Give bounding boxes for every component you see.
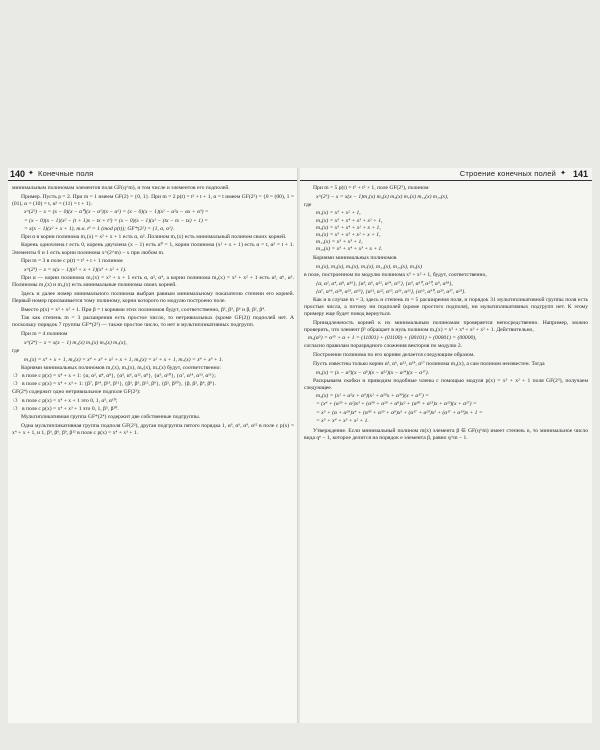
diamond-icon: ✦ (560, 170, 566, 177)
example-paragraph: Пример. Пусть p = 2. При m = 1 имеем GF(2) = {0, 1}. При m = 2 p(t) = t² + t + 1, α = t имеем GF(2²) = {0 = (00), 1 = (01), α = (10) = t, α² = (11) = t + 1}. (12, 193, 294, 207)
polynomial-line: m₇(x) = x⁵ + x³ + x² + x + 1, (316, 231, 381, 238)
equation: = (x − 0)(x − 1)(x² − (t + 1)x − tx + t³) = (x − 0)(x − 1)(x² − (tx − tx − tx) + 1) = (24, 217, 209, 224)
polynomial-line: m₅(x) = x⁵ + x⁴ + x² + x + 1, (316, 224, 381, 231)
text-line: При α — корни полинома m₁(x) = x³ + x + 1 есть α, α², α⁴, а корни полинома m₃(x) = x³ + x² + 1 есть α³, α⁶, α⁵. Полиномы m₁(x) и m₃(x) есть минимальные полиномы своих корней. (12, 275, 294, 289)
text-line: GF(2⁴) содержит одно нетривиальное подполе GF(2²): (12, 389, 141, 396)
statement-paragraph: Утверждение. Если минимальный полином m(x) элемента β ∈ GF(q^m) имеет степень n, то минимальное число вида qⁿ − 1, которое делится на порядок e элемента β, равно q^m − 1. (304, 427, 588, 441)
polynomial-line: m₁₁(x) = x⁵ + x³ + 1, (316, 238, 363, 245)
left-page-number: 140 (10, 169, 26, 179)
list-item: ❍ в поле с p(x) = x⁴ + x + 1 это 0, 1, α⁵, α¹⁰; (22, 398, 294, 405)
text-line: Построение полинома по его корням делается следующим образом. (313, 352, 475, 359)
equation: m₁(x) = x⁴ + x + 1, m₃(x) = x⁴ + x³ + x² + x + 1, m₅(x) = x² + x + 1, m₇(x) = x⁴ + x³ + 1. (24, 356, 224, 363)
text-line: Вместо p(x) = x³ + x² + 1. При β = t корнями этих полиномов будут, соответственно, β³, β⁵, β⁶ и β, β², β⁴. (21, 306, 266, 313)
equation: m₃(x) = (x − α³)(x − α⁶)(x − α¹²)(x − α²⁴)(x − α¹⁷). (316, 369, 429, 376)
equation: x^(2⁵) − x = x(x − 1)m₁(x) m₃(x) m₅(x) m₇(x) m₁₁(x) m₁₅(x), (316, 193, 449, 200)
text-line: Мультипликативная группа GF*(2⁴) содержит две собственные подгруппы. (21, 414, 201, 421)
text-line: Принадлежность корней к их минимальным полиномам проверяется непосредственно. Например, можно проверить, что элемент β⁵ обращает в нуль полином m₃(x) = x⁵ + x⁴ + x³ + x² + 1. Действительно, (304, 319, 588, 333)
list-item: ❍ в поле с p(x) = x⁴ + x + 1: {α, α², α⁴, α⁸}, {α³, α⁶, α¹², α⁹}, {α⁵, α¹⁰}, {α⁷, α¹⁴, α¹³, α¹¹}; (22, 373, 294, 380)
polynomial-line: m₁₅(x) = x⁵ + x⁴ + x³ + x + 1. (316, 245, 383, 252)
equation: = (x⁴ + (α²⁹ + α²)x³ + (α³⁹ + α²⁹ + α⁹)x² + (α³⁹ + α¹³)x + α¹³)(x + α¹⁷) = (316, 401, 477, 408)
polynomial-line: m₁(x) = x⁵ + x² + 1, (316, 210, 361, 217)
text-line: Здесь и далее номер минимального полинома выбран равным минимальному показателю степени его корней. Первый номер присваивается тому полиному, корни которого по модулю построено поле. (12, 290, 294, 304)
equation: {α, α², α⁴, α⁸, α¹⁶}, {α³, α⁶, α¹², α²⁴, α¹⁷}, {α⁵, α¹⁰, α²⁰, α⁹, α¹⁸}, (316, 280, 453, 287)
text-line: Пусть известны только корни α³, α⁶, α¹², α²⁴, α¹⁷ полинома m₃(x), а сам полином неизвестен. Тогда (313, 360, 545, 367)
list-item: ❍ в поле с p(x) = x⁴ + x³ + 1: {β⁷, β¹⁴, β¹³, β¹¹}, {β³, β⁶, β¹², β⁹}, {β⁵, β¹⁰}, {β, β², β⁴, β⁸}. (22, 381, 294, 388)
equation: x^(2²) − x = (x − 0)(x − α⁰)(x − α¹)(x − α²) = (x − 0)(x − 1)(x² − α²x − αx + α³) = (24, 209, 209, 216)
equation: {α⁷, α¹⁴, α²⁸, α²⁵, α¹⁹}, {α¹¹, α²², α¹³, α²⁶, α²¹}, {α¹⁵, α³⁰, α²⁹, α²⁷, α²³}. (316, 288, 466, 295)
left-page-body (12, 185, 294, 439)
text-line: в поле, построенном по модулю полинома x⁵ + x² + 1, будут, соответственно, (304, 271, 487, 278)
text-line: Одна мультипликативная группа подполя GF(2²), другая подгруппа пятого порядка 1, α³, α⁶, α⁹, α¹² в поле с p(x) = x⁴ + x + 1, и 1, β³, β⁶, β⁹, β¹² в поле с p(x) = x⁴ + x³ + 1. (12, 423, 294, 437)
polynomial-line: m₃(x) = x⁵ + x⁴ + x³ + x² + 1, (316, 217, 383, 224)
equation: m₃(x) = (x² + α²x + α⁹)(x² + α²⁹x + α³⁹)(x + α¹⁷) = (316, 393, 429, 400)
text-line: Как и в случае m = 3, здесь и степень m = 5 расширения поля, и порядок 31 мультипликативной группы поля есть простые числа, а потому ни подполей (кроме простого подполя), ни мультипликативных подгрупп нет. К этому примеру еще будет повод вернуться. (304, 296, 588, 317)
text-line: где (12, 347, 20, 354)
text-line: Корнями минимальных полиномов (313, 255, 397, 262)
text-line: Корень одночлена t есть 0, корень двучлена (x − 1) есть α⁰ = 1, корни полинома (x² + x + 1) есть α = t, α² = t + 1. Элементы 0 и 1 есть корни полинома x^(2^m) − x при любом m. (12, 242, 294, 256)
right-running-header (300, 168, 592, 181)
list-item: ❍ в поле с p(x) = x⁴ + x³ + 1 это 0, 1, β⁵, β¹⁰. (22, 406, 294, 413)
text-line: где (304, 201, 312, 208)
equation: m₃(α⁵) = α¹⁵ + α + 1 = (11001) + (01100) + (00101) + (00001) = (00000), (308, 335, 477, 342)
text-line: При α в корни полинома m₁(x) = x² + x + 1 есть α, α². Полином m₁(x) есть минимальный полином своих корней. (21, 233, 287, 240)
equation: x^(2³) − x = x(x − 1)(x³ + x + 1)(x³ + x² + 1). (24, 266, 127, 273)
text-line: При m = 4 полином (21, 331, 68, 338)
text-line: Раскрываем скобки и приводим подобные члены с помощью модуля p(x) = x⁵ + x² + 1 поля GF(2⁵), получаем следующее. (304, 377, 588, 391)
left-running-header (8, 168, 298, 181)
text-line: Корнями минимальных полиномов m₁(x), m₃(x), m₅(x), m₇(x) будут, соответственно: (21, 364, 221, 371)
equation: m₁(x), m₃(x), m₅(x), m₇(x), m₁₁(x), m₁₅(x), m₃(x) (316, 263, 423, 270)
left-page (8, 168, 298, 723)
equation: = x⁵ + (α + α²⁹)x⁴ + (α³⁹ + α²⁹ + α⁹)x³ + (α¹⁷ + α²³)x² + (α¹⁷ + α¹³)x + 1 = (316, 409, 483, 416)
right-page-body (304, 185, 588, 444)
equation: = x(x − 1)(x² + x + 1), т.к. t³ = 1 (mod p(t)); GF*(2²) = {1, α, α²}. (24, 225, 175, 232)
text-line: При m = 5 p(t) = t⁵ + t² + 1, поле GF(2⁵), полином (313, 185, 429, 191)
right-running-title: Строение конечных полей (459, 169, 556, 178)
text-line: минимальным полиномам элементов поля GF(q^m), и том числе и элементов его подполей. (12, 185, 230, 191)
left-running-title: Конечные поля (38, 169, 94, 178)
right-page (300, 168, 592, 723)
right-page-number: 141 (572, 169, 588, 179)
diamond-icon: ✦ (28, 170, 34, 177)
text-line: согласно правилам поразрядного сложения векторов по модулю 2. (304, 343, 463, 350)
equation: = x⁵ + x⁴ + x³ + x² + 1. (316, 417, 369, 424)
equation: x^(2⁴) − x = x(x − 1) m₁(x) m₃(x) m₅(x) m₇(x), (24, 339, 127, 346)
text-line: Так как степень m = 3 расширения есть простое число, то нетривиальных (кроме GF(2)) подполей нет. А поскольку порядок 7 группы GF*(2³) — также простое число, то нет и мультипликативных подгрупп. (12, 315, 294, 329)
text-line: При m = 3 в поле с p(t) = t³ + t + 1 полином (21, 258, 123, 265)
